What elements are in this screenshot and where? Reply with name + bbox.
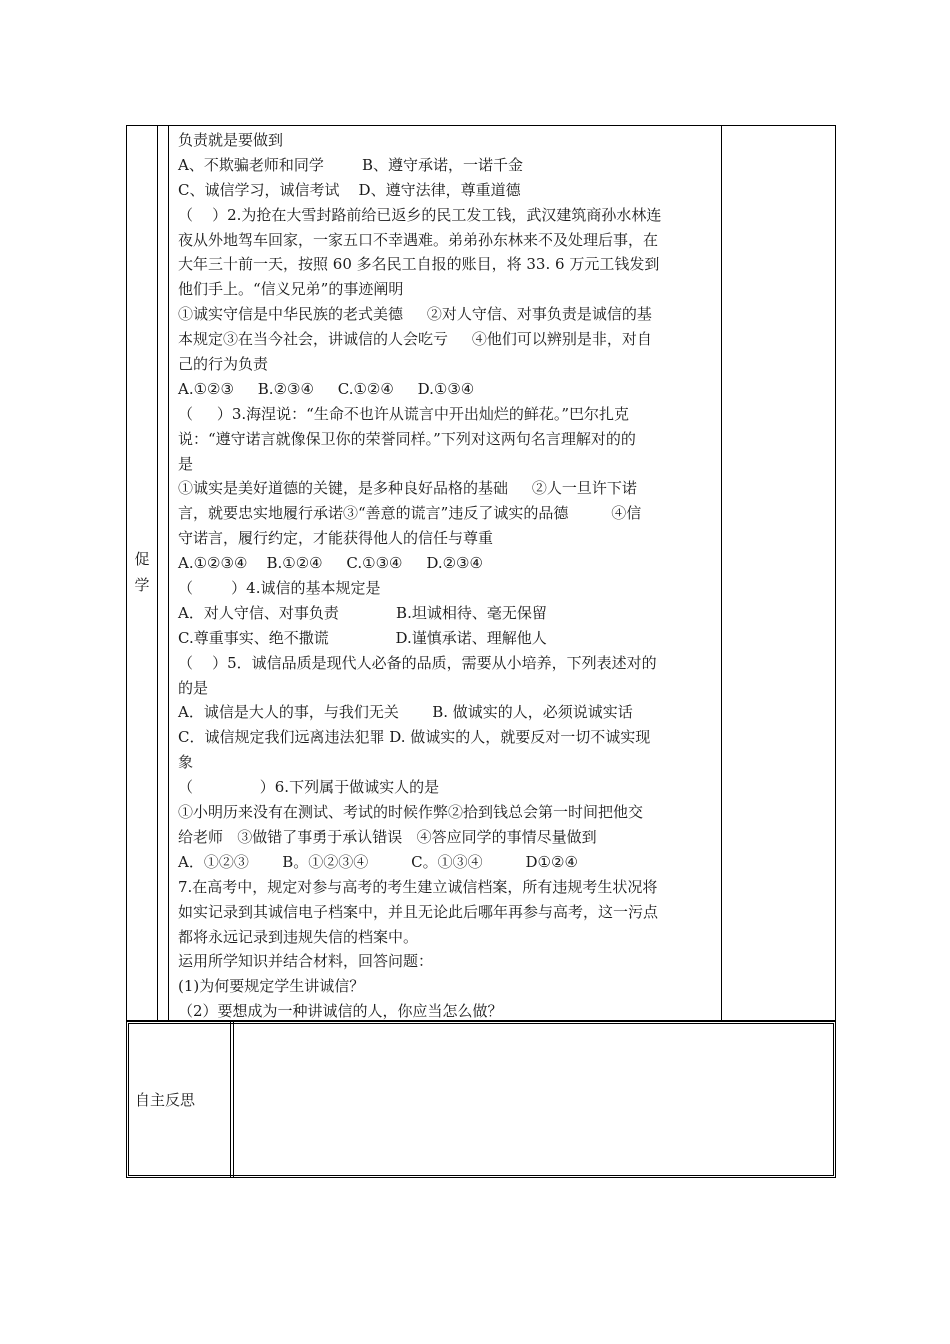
text-line: 是 [178,454,194,473]
text-line: A.①②③ B.②③④ C.①②④ D.①③④ [178,379,475,398]
text-line: 象 [178,753,194,772]
reflection-table [126,1021,836,1178]
text-line: 大年三十前一天，按照 60 多名民工自报的账目，将 33. 6 万元工钱发到 [178,255,660,274]
column-divider [230,1022,231,1177]
study-table [126,125,836,1021]
text-line: ①诚实是美好道德的关键，是多种良好品格的基础 ②人一旦许下诺 [178,479,637,498]
column-divider [157,126,158,1020]
text-line: A.①②③④ B.①②④ C.①③④ D.②③④ [178,554,483,573]
text-line: 如实记录到其诚信电子档案中，并且无论此后哪年再参与高考，这一污点 [178,902,659,921]
text-line: C、诚信学习，诚信考试 D、遵守法律，尊重道德 [178,180,521,199]
text-line: （ ）2.为抢在大雪封路前给已返乡的民工发工钱，武汉建筑商孙水林连 [178,205,662,224]
text-line: C.尊重事实、绝不撒谎 D.谨慎承诺、理解他人 [178,628,547,647]
text-line: 言，就要忠实地履行承诺③“善意的谎言”违反了诚实的品德 ④信 [178,504,642,523]
text-line: （2）要想成为一种讲诚信的人，你应当怎么做？ [178,1002,503,1021]
text-line: A．诚信是大人的事，与我们无关 B. 做诚实的人，必须说诚实话 [178,703,633,722]
text-line: （ ）5．诚信品质是现代人必备的品质，需要从小培养，下列表述对的 [178,653,657,672]
text-line: （ ）3.海涅说：“生命不也许从谎言中开出灿烂的鲜花。”巴尔扎克 [178,404,629,423]
text-line: ①小明历来没有在测试、考试的时候作弊②拾到钱总会第一时间把他交 [178,803,644,822]
text-line: 守诺言，履行约定，才能获得他人的信任与尊重 [178,529,494,548]
text-line: 7.在高考中，规定对参与高考的考生建立诚信档案，所有违规考生状况将 [178,877,658,896]
text-line: A．对人守信、对事负责 B.坦诚相待、毫无保留 [178,603,547,622]
text-line: (1)为何要规定学生讲诚信？ [178,977,365,996]
reflection-label: 自主反思 [135,1091,196,1109]
text-line: （ ）6.下列属于做诚实人的是 [178,778,440,797]
text-line: 运用所学知识并结合材料，回答问题： [178,952,434,971]
text-line: 说：“遵守诺言就像保卫你的荣誉同样。”下列对这两句名言理解对的的 [178,429,636,448]
text-line: A．①②③ B。①②③④ C。①③④ D①②④ [178,852,578,871]
exercise-content [178,128,720,1024]
column-divider [233,1022,234,1177]
text-line: A、不欺骗老师和同学 B、遵守承诺，一诺千金 [178,155,524,174]
text-line: C．诚信规定我们远离违法犯罪 D. 做诚实的人，就要反对一切不诚实现 [178,728,651,747]
text-line: （ ）4.诚信的基本规定是 [178,579,381,598]
text-line: 己的行为负责 [178,355,269,374]
column-divider [168,126,169,1020]
text-line: 都将永远记录到违规失信的档案中。 [178,927,419,946]
text-line: 给老师 ③做错了事勇于承认错误 ④答应同学的事情尽量做到 [178,827,597,846]
section-label-text: 促 学 [134,550,150,594]
text-line: 的是 [178,678,209,697]
text-line: 他们手上。“信义兄弟”的事迹阐明 [178,280,404,299]
text-line: 负责就是要做到 [178,131,284,149]
text-line: 本规定③在当今社会，讲诚信的人会吃亏 ④他们可以辨别是非，对自 [178,330,652,349]
column-divider [721,126,722,1020]
section-label [127,546,157,598]
text-line: ①诚实守信是中华民族的老式美德 ②对人守信、对事负责是诚信的基 [178,305,652,324]
text-line: 夜从外地驾车回家，一家五口不幸遇难。弟弟孙东林来不及处理后事，在 [178,230,659,249]
